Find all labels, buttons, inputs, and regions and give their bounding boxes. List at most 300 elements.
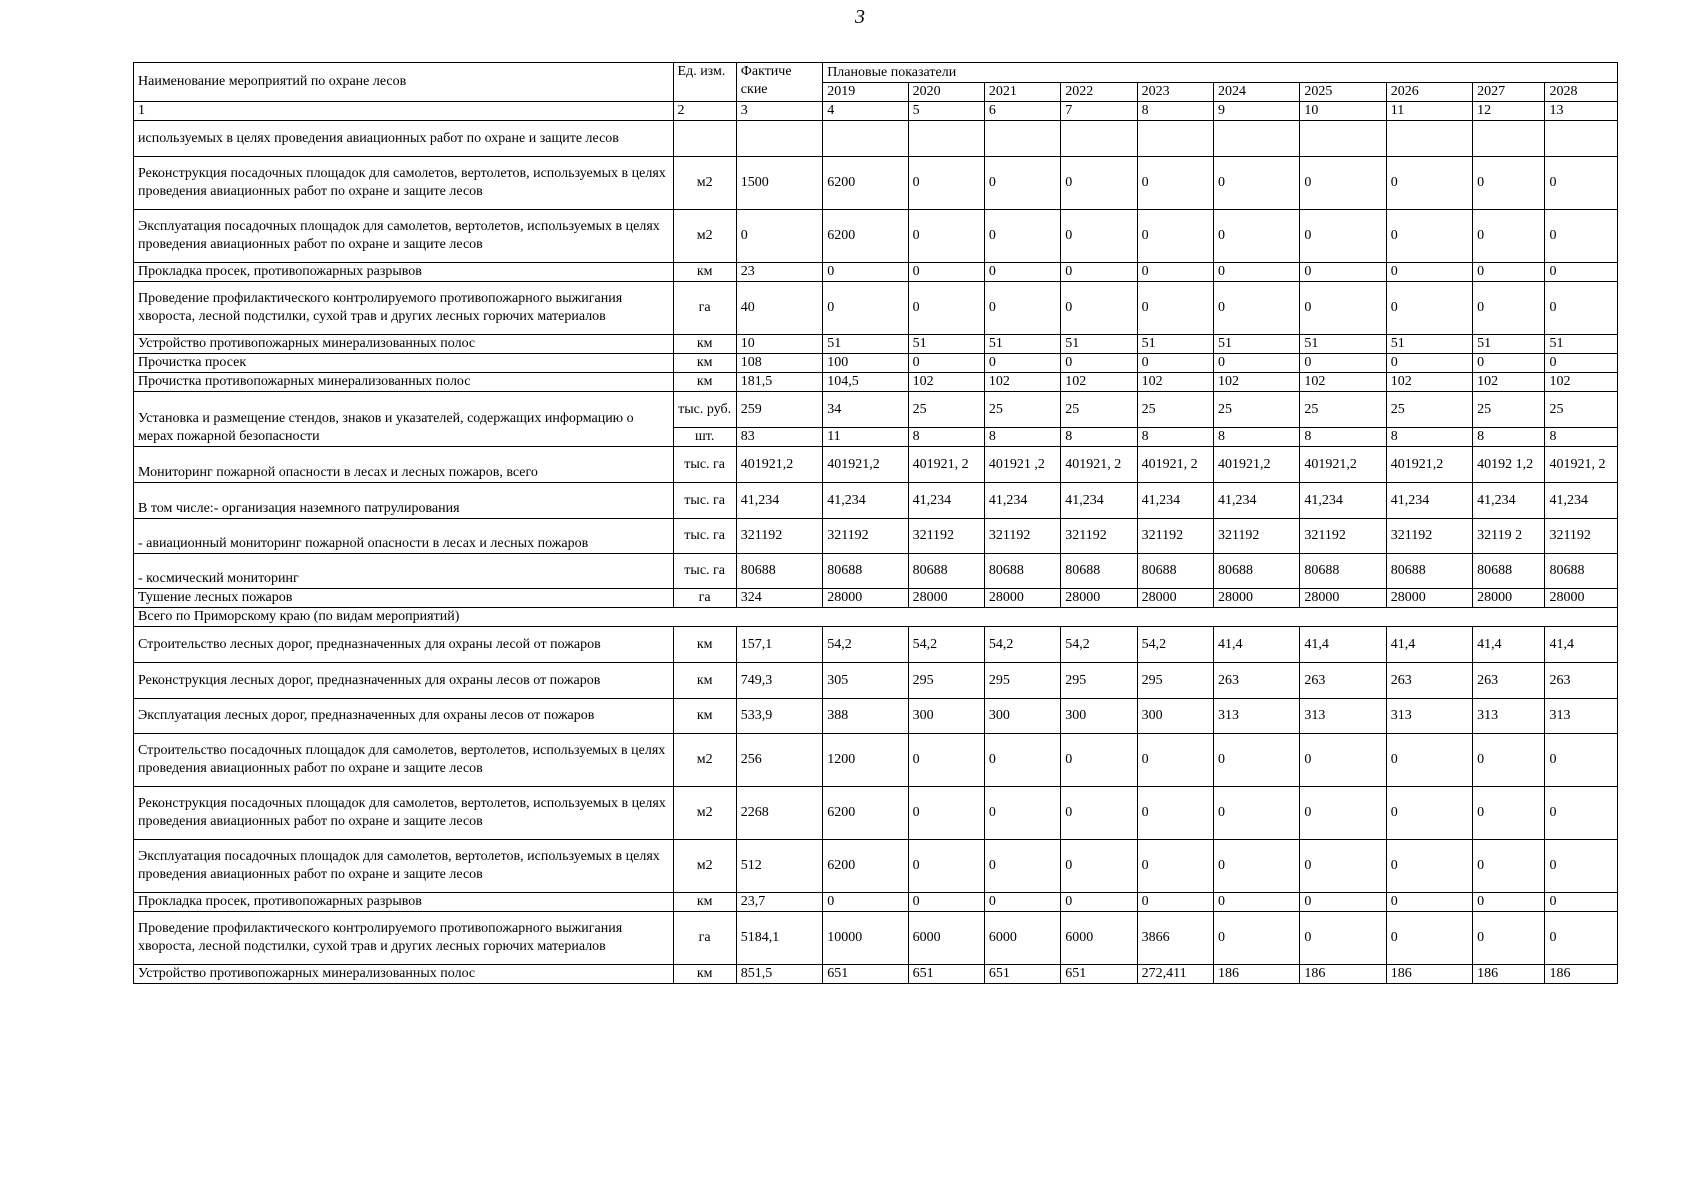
- row-value: 0: [1061, 840, 1137, 893]
- row-value: 401921,2: [1386, 447, 1472, 483]
- row-value: 83: [736, 428, 822, 447]
- row-name: - авиационный мониторинг пожарной опасности в лесах и лесных пожаров: [134, 519, 674, 554]
- row-value: 0: [1300, 840, 1386, 893]
- row-value: 0: [1213, 282, 1299, 335]
- index-cell: 6: [984, 102, 1060, 121]
- row-value: 0: [1473, 210, 1545, 263]
- row-value: 0: [1213, 157, 1299, 210]
- row-value: 0: [1300, 282, 1386, 335]
- row-value: 41,234: [1300, 483, 1386, 519]
- row-value: 305: [823, 663, 908, 699]
- row-unit: м2: [673, 734, 736, 787]
- row-value: 321192: [736, 519, 822, 554]
- row-value: 0: [1213, 787, 1299, 840]
- row-value: 256: [736, 734, 822, 787]
- row-value: 0: [1213, 354, 1299, 373]
- row-value: 54,2: [1061, 627, 1137, 663]
- row-value: 41,234: [908, 483, 984, 519]
- table-row: [134, 787, 1618, 840]
- row-name: Проведение профилактического контролируемого противопожарного выжигания хвороста, лесной подстилки, сухой трав и других лесных горючих материалов: [134, 912, 674, 965]
- row-value: 34: [823, 392, 908, 428]
- table-row: [134, 589, 1618, 608]
- row-value: 0: [908, 840, 984, 893]
- row-value: 32119 2: [1473, 519, 1545, 554]
- row-value: 41,234: [1137, 483, 1213, 519]
- row-value: 1200: [823, 734, 908, 787]
- row-value: 295: [1061, 663, 1137, 699]
- row-value: 41,4: [1545, 627, 1618, 663]
- row-value: 28000: [908, 589, 984, 608]
- row-value: 0: [1137, 787, 1213, 840]
- row-value: 51: [1137, 335, 1213, 354]
- row-name: В том числе:- организация наземного патрулирования: [134, 483, 674, 519]
- row-value: 0: [1473, 157, 1545, 210]
- row-value: 313: [1300, 699, 1386, 734]
- row-value: 313: [1386, 699, 1472, 734]
- row-value: 0: [1545, 157, 1618, 210]
- row-value: 186: [1473, 965, 1545, 984]
- row-value: 0: [984, 354, 1060, 373]
- row-value: 0: [1061, 787, 1137, 840]
- row-value: 401921, 2: [1137, 447, 1213, 483]
- row-value: 25: [1137, 392, 1213, 428]
- index-row: [134, 102, 1618, 121]
- row-name: используемых в целях проведения авиационных работ по охране и защите лесов: [134, 121, 674, 157]
- row-value: 295: [984, 663, 1060, 699]
- row-value: 0: [1137, 157, 1213, 210]
- year-header: 2027: [1473, 83, 1545, 102]
- row-value: 51: [1473, 335, 1545, 354]
- row-name: Тушение лесных пожаров: [134, 589, 674, 608]
- row-value: 651: [1061, 965, 1137, 984]
- index-cell: 2: [673, 102, 736, 121]
- row-value: [908, 121, 984, 157]
- row-value: 0: [984, 840, 1060, 893]
- row-value: 0: [1386, 282, 1472, 335]
- row-value: 25: [1545, 392, 1618, 428]
- row-value: 2268: [736, 787, 822, 840]
- row-value: 401921,2: [823, 447, 908, 483]
- table-row: [134, 627, 1618, 663]
- table-row: [134, 392, 1618, 428]
- row-value: 5184,1: [736, 912, 822, 965]
- section-title: Всего по Приморскому краю (по видам мероприятий): [134, 608, 1618, 627]
- table-row: [134, 210, 1618, 263]
- row-value: 6200: [823, 157, 908, 210]
- row-value: [1061, 121, 1137, 157]
- row-value: 0: [908, 893, 984, 912]
- row-value: [984, 121, 1060, 157]
- row-value: 80688: [1473, 554, 1545, 589]
- row-unit: тыс. га: [673, 554, 736, 589]
- row-value: 512: [736, 840, 822, 893]
- row-value: 0: [1386, 787, 1472, 840]
- row-value: 0: [1545, 840, 1618, 893]
- row-value: 102: [1545, 373, 1618, 392]
- row-name: Строительство посадочных площадок для самолетов, вертолетов, используемых в целях проведения авиационных работ по охране и защите лесов: [134, 734, 674, 787]
- row-value: 102: [1473, 373, 1545, 392]
- row-value: 401921, 2: [908, 447, 984, 483]
- year-header: 2023: [1137, 83, 1213, 102]
- row-value: 0: [1386, 157, 1472, 210]
- row-value: [1137, 121, 1213, 157]
- row-value: 0: [1137, 210, 1213, 263]
- row-value: 108: [736, 354, 822, 373]
- row-unit: га: [673, 282, 736, 335]
- row-value: 0: [1473, 912, 1545, 965]
- row-name: Реконструкция посадочных площадок для самолетов, вертолетов, используемых в целях проведения авиационных работ по охране и защите лесов: [134, 787, 674, 840]
- row-value: 51: [1061, 335, 1137, 354]
- row-value: 0: [1061, 157, 1137, 210]
- row-unit: км: [673, 893, 736, 912]
- index-cell: 11: [1386, 102, 1472, 121]
- row-value: 0: [823, 282, 908, 335]
- row-value: 401921 ,2: [984, 447, 1060, 483]
- row-value: 0: [1213, 263, 1299, 282]
- row-unit: тыс. га: [673, 483, 736, 519]
- row-value: 0: [1137, 840, 1213, 893]
- row-value: 0: [1137, 263, 1213, 282]
- index-cell: 9: [1213, 102, 1299, 121]
- row-value: [1300, 121, 1386, 157]
- row-value: 8: [984, 428, 1060, 447]
- row-value: 41,234: [736, 483, 822, 519]
- row-value: 80688: [984, 554, 1060, 589]
- table-row: [134, 893, 1618, 912]
- row-value: 102: [1213, 373, 1299, 392]
- row-value: 0: [1386, 354, 1472, 373]
- index-cell: 8: [1137, 102, 1213, 121]
- row-value: 41,234: [984, 483, 1060, 519]
- row-name: Прочистка противопожарных минерализованных полос: [134, 373, 674, 392]
- row-value: 300: [1137, 699, 1213, 734]
- row-value: 401921,2: [736, 447, 822, 483]
- row-value: 41,234: [1061, 483, 1137, 519]
- row-value: 41,234: [1473, 483, 1545, 519]
- row-value: 28000: [1545, 589, 1618, 608]
- row-unit: км: [673, 373, 736, 392]
- row-value: 0: [1473, 734, 1545, 787]
- year-header: 2019: [823, 83, 908, 102]
- row-value: 0: [908, 157, 984, 210]
- row-value: 0: [1473, 840, 1545, 893]
- row-value: 104,5: [823, 373, 908, 392]
- row-value: 80688: [1545, 554, 1618, 589]
- row-unit: тыс. га: [673, 447, 736, 483]
- row-value: 80688: [908, 554, 984, 589]
- column-header-fact: Фактиче ские: [736, 63, 822, 102]
- row-value: 41,4: [1300, 627, 1386, 663]
- row-value: 28000: [1137, 589, 1213, 608]
- table-row: [134, 840, 1618, 893]
- row-value: 28000: [1386, 589, 1472, 608]
- row-value: 25: [1061, 392, 1137, 428]
- row-value: 41,4: [1386, 627, 1472, 663]
- row-value: 186: [1386, 965, 1472, 984]
- row-unit: м2: [673, 787, 736, 840]
- row-value: 51: [1213, 335, 1299, 354]
- row-unit: га: [673, 589, 736, 608]
- table-row: [134, 335, 1618, 354]
- row-value: 324: [736, 589, 822, 608]
- table-body: [134, 121, 1618, 984]
- forest-protection-table: [133, 62, 1618, 984]
- row-value: 6000: [1061, 912, 1137, 965]
- row-value: 0: [1300, 893, 1386, 912]
- table-row: [134, 447, 1618, 483]
- row-value: 186: [1300, 965, 1386, 984]
- row-value: 25: [908, 392, 984, 428]
- row-value: 0: [1061, 282, 1137, 335]
- row-name: Реконструкция посадочных площадок для самолетов, вертолетов, используемых в целях проведения авиационных работ по охране и защите лесов: [134, 157, 674, 210]
- row-value: 41,234: [1213, 483, 1299, 519]
- row-value: 0: [984, 734, 1060, 787]
- row-value: [736, 121, 822, 157]
- index-cell: 4: [823, 102, 908, 121]
- row-name: Устройство противопожарных минерализованных полос: [134, 335, 674, 354]
- row-value: 8: [1386, 428, 1472, 447]
- row-value: 25: [1386, 392, 1472, 428]
- row-value: 0: [1300, 787, 1386, 840]
- row-value: 0: [1473, 354, 1545, 373]
- row-value: 186: [1545, 965, 1618, 984]
- row-value: 259: [736, 392, 822, 428]
- row-value: 313: [1213, 699, 1299, 734]
- row-value: 11: [823, 428, 908, 447]
- row-unit: км: [673, 965, 736, 984]
- column-header-unit: Ед. изм.: [673, 63, 736, 102]
- row-value: 0: [1213, 893, 1299, 912]
- year-header: 2021: [984, 83, 1060, 102]
- row-unit: тыс. га: [673, 519, 736, 554]
- row-value: 321192: [823, 519, 908, 554]
- row-value: 0: [984, 210, 1060, 263]
- row-unit: м2: [673, 157, 736, 210]
- row-value: 0: [1300, 157, 1386, 210]
- row-value: 295: [908, 663, 984, 699]
- row-value: 28000: [1300, 589, 1386, 608]
- row-value: 6000: [908, 912, 984, 965]
- row-name: - космический мониторинг: [134, 554, 674, 589]
- row-value: 23,7: [736, 893, 822, 912]
- table-row: [134, 519, 1618, 554]
- index-cell: 12: [1473, 102, 1545, 121]
- row-value: 54,2: [984, 627, 1060, 663]
- row-name: Мониторинг пожарной опасности в лесах и лесных пожаров, всего: [134, 447, 674, 483]
- row-value: 321192: [1545, 519, 1618, 554]
- row-value: 321192: [984, 519, 1060, 554]
- table-row: [134, 483, 1618, 519]
- row-value: 186: [1213, 965, 1299, 984]
- row-value: 0: [1061, 210, 1137, 263]
- row-unit: га: [673, 912, 736, 965]
- table-row: [134, 354, 1618, 373]
- row-value: 401921, 2: [1061, 447, 1137, 483]
- row-unit: км: [673, 627, 736, 663]
- row-value: 28000: [1061, 589, 1137, 608]
- row-value: 10000: [823, 912, 908, 965]
- row-value: 51: [908, 335, 984, 354]
- year-header: 2026: [1386, 83, 1472, 102]
- row-name: Реконструкция лесных дорог, предназначенных для охраны лесов от пожаров: [134, 663, 674, 699]
- row-value: 54,2: [1137, 627, 1213, 663]
- row-value: 0: [1061, 734, 1137, 787]
- row-value: 51: [1386, 335, 1472, 354]
- table-row: [134, 912, 1618, 965]
- row-value: 0: [1061, 354, 1137, 373]
- row-value: 851,5: [736, 965, 822, 984]
- row-value: 0: [1213, 210, 1299, 263]
- row-value: 321192: [1386, 519, 1472, 554]
- row-value: 102: [1061, 373, 1137, 392]
- row-value: 6000: [984, 912, 1060, 965]
- row-unit: км: [673, 354, 736, 373]
- row-value: 8: [1061, 428, 1137, 447]
- row-unit: шт.: [673, 428, 736, 447]
- row-value: 3866: [1137, 912, 1213, 965]
- row-value: 0: [1545, 787, 1618, 840]
- row-value: 263: [1473, 663, 1545, 699]
- row-value: 0: [1473, 282, 1545, 335]
- row-unit: км: [673, 699, 736, 734]
- row-value: 0: [1300, 354, 1386, 373]
- row-value: 25: [984, 392, 1060, 428]
- row-value: 0: [1300, 263, 1386, 282]
- row-value: 0: [1213, 734, 1299, 787]
- row-value: 313: [1545, 699, 1618, 734]
- row-value: 0: [1545, 210, 1618, 263]
- table-row: [134, 965, 1618, 984]
- row-value: [823, 121, 908, 157]
- row-value: 0: [984, 282, 1060, 335]
- row-unit: км: [673, 663, 736, 699]
- row-value: 51: [823, 335, 908, 354]
- row-value: 0: [1061, 263, 1137, 282]
- row-value: 6200: [823, 787, 908, 840]
- row-value: 8: [1213, 428, 1299, 447]
- row-value: 0: [1300, 210, 1386, 263]
- row-value: 80688: [823, 554, 908, 589]
- year-header: 2020: [908, 83, 984, 102]
- row-value: 10: [736, 335, 822, 354]
- year-header: 2028: [1545, 83, 1618, 102]
- row-value: 321192: [1061, 519, 1137, 554]
- table-row: [134, 157, 1618, 210]
- table-row: [134, 554, 1618, 589]
- row-value: 8: [1137, 428, 1213, 447]
- row-unit: км: [673, 263, 736, 282]
- row-value: 0: [1137, 893, 1213, 912]
- row-value: 300: [984, 699, 1060, 734]
- row-value: 533,9: [736, 699, 822, 734]
- row-value: 0: [736, 210, 822, 263]
- row-value: 0: [1061, 893, 1137, 912]
- row-value: [1386, 121, 1472, 157]
- row-value: 0: [1386, 210, 1472, 263]
- row-value: 40: [736, 282, 822, 335]
- row-value: 0: [908, 263, 984, 282]
- row-value: 102: [1300, 373, 1386, 392]
- row-value: 0: [1545, 263, 1618, 282]
- row-value: 25: [1300, 392, 1386, 428]
- row-value: 0: [1545, 912, 1618, 965]
- row-value: 80688: [1386, 554, 1472, 589]
- row-value: 0: [1545, 354, 1618, 373]
- index-cell: 13: [1545, 102, 1618, 121]
- row-value: 40192 1,2: [1473, 447, 1545, 483]
- row-value: 0: [1473, 787, 1545, 840]
- row-value: 41,4: [1473, 627, 1545, 663]
- row-value: 401921, 2: [1545, 447, 1618, 483]
- row-value: 0: [823, 263, 908, 282]
- row-value: 0: [1386, 840, 1472, 893]
- row-value: 313: [1473, 699, 1545, 734]
- row-value: 0: [1137, 354, 1213, 373]
- row-value: 102: [908, 373, 984, 392]
- row-value: 263: [1545, 663, 1618, 699]
- row-value: 749,3: [736, 663, 822, 699]
- row-value: 51: [1545, 335, 1618, 354]
- row-value: 28000: [1473, 589, 1545, 608]
- row-value: 0: [984, 893, 1060, 912]
- row-value: 0: [1213, 840, 1299, 893]
- row-name: Строительство лесных дорог, предназначенных для охраны лесой от пожаров: [134, 627, 674, 663]
- row-value: 0: [1386, 893, 1472, 912]
- row-name: Эксплуатация посадочных площадок для самолетов, вертолетов, используемых в целях проведения авиационных работ по охране и защите лесов: [134, 840, 674, 893]
- table-row: [134, 734, 1618, 787]
- row-unit: [673, 121, 736, 157]
- table-row: [134, 121, 1618, 157]
- row-value: 0: [1386, 912, 1472, 965]
- year-header: 2024: [1213, 83, 1299, 102]
- row-name: Прочистка просек: [134, 354, 674, 373]
- row-value: 25: [1473, 392, 1545, 428]
- row-value: 51: [984, 335, 1060, 354]
- row-name: Устройство противопожарных минерализованных полос: [134, 965, 674, 984]
- row-value: 23: [736, 263, 822, 282]
- row-name: Эксплуатация лесных дорог, предназначенных для охраны лесов от пожаров: [134, 699, 674, 734]
- table-row: [134, 282, 1618, 335]
- row-value: 8: [1545, 428, 1618, 447]
- row-value: [1545, 121, 1618, 157]
- row-value: 0: [1545, 893, 1618, 912]
- row-value: 100: [823, 354, 908, 373]
- row-value: 41,234: [823, 483, 908, 519]
- row-value: 28000: [823, 589, 908, 608]
- row-unit: м2: [673, 210, 736, 263]
- row-value: 0: [1473, 263, 1545, 282]
- row-value: 0: [1545, 734, 1618, 787]
- row-value: 263: [1213, 663, 1299, 699]
- year-header: 2025: [1300, 83, 1386, 102]
- row-value: 1500: [736, 157, 822, 210]
- row-value: 41,234: [1386, 483, 1472, 519]
- row-value: 321192: [1300, 519, 1386, 554]
- row-value: 80688: [1300, 554, 1386, 589]
- table-row: [134, 263, 1618, 282]
- row-value: 0: [1213, 912, 1299, 965]
- row-value: 0: [908, 354, 984, 373]
- row-value: 0: [1300, 734, 1386, 787]
- row-value: 102: [984, 373, 1060, 392]
- row-value: 8: [1300, 428, 1386, 447]
- row-unit: м2: [673, 840, 736, 893]
- row-value: 300: [1061, 699, 1137, 734]
- row-value: 0: [1137, 734, 1213, 787]
- row-value: 0: [908, 734, 984, 787]
- year-header: 2022: [1061, 83, 1137, 102]
- row-value: 8: [908, 428, 984, 447]
